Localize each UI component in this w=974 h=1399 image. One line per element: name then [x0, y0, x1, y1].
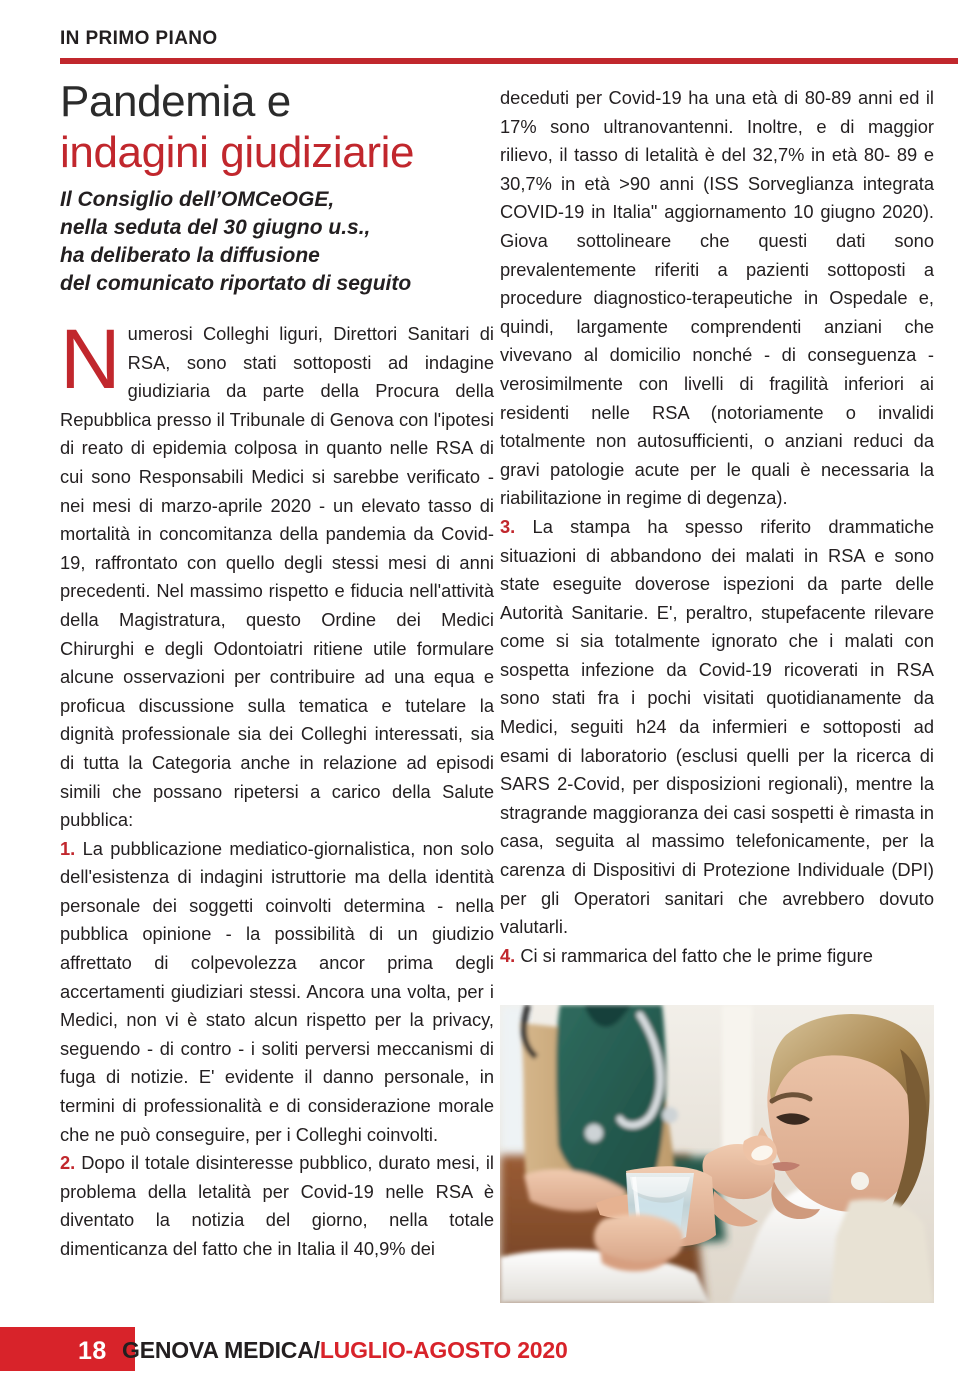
paragraph-intro-text: umerosi Colleghi liguri, Direttori Sanitari di RSA, sono stati sottoposti ad indagine giudiziaria da parte della Procura della Repubblica presso il Tribunale di Genova con l'ipotesi di reato di epidemia colposa in quanto nelle RSA di cui sono Responsabili Medici si sarebbe verificato - nei mesi di marzo-aprile 2020 - un elevato tasso di mortalità in concomitanza della pandemia da Covid-19, raffrontato con quello degli stessi mesi di anni precedenti. Nel massimo rispetto e fiducia nell'attività della Magistratura, questo Ordine dei Medici Chirurghi e degli Odontoiatri ritiene utile formulare alcune osservazioni per contribuire ad una equa e proficua discussione sulla tematica e tutelare la dignità professionale sia dei Colleghi interessati, sia di tutta la Categoria anche in relazione ad episodi simili che possano ripetersi a carico della Salute pubblica: — [60, 323, 494, 831]
standfirst-line-3: ha deliberato la diffusione — [60, 244, 320, 267]
paragraph-item-4 — [500, 942, 934, 971]
paragraph-item-2 — [60, 1149, 494, 1263]
page-number: 18 — [78, 1337, 107, 1365]
list-marker-1: 1. — [60, 837, 76, 859]
paragraph-item-1 — [60, 835, 494, 1150]
photo-illustration — [500, 1005, 934, 1303]
paragraph-item-4-text: Ci si rammarica del fatto che le prime figure — [515, 944, 873, 966]
page-title-line-2: indagini giudiziarie — [60, 128, 415, 177]
list-marker-2: 2. — [60, 1152, 76, 1174]
list-marker-3: 3. — [500, 515, 516, 537]
footer-page-block — [0, 1327, 135, 1371]
list-marker-4: 4. — [500, 944, 516, 966]
paragraph-intro — [60, 312, 494, 835]
standfirst — [60, 186, 490, 298]
footer-masthead-title: GENOVA MEDICA/ — [122, 1337, 320, 1363]
footer-issue-date: LUGLIO-AGOSTO 2020 — [319, 1337, 568, 1363]
drop-cap: N — [60, 312, 121, 406]
header-rule — [60, 58, 958, 64]
standfirst-line-2: nella seduta del 30 giugno u.s., — [60, 216, 371, 239]
article-photo — [500, 1005, 934, 1303]
paragraph-item-3-text: La stampa ha spesso riferito drammatiche situazioni di abbandono dei malati in RSA e sono state eseguite doverose ispezioni da parte delle Autorità Sanitarie. E', peraltro, stupefacente rilevare come si sia totalmente ignorato che i malati con sospetta infezione da Covid-19 ricoverati in RSA sono stati fra i pochi visitati quotidianamente da Medici, seguiti h24 da infermieri e sottoposti ad esami di laboratorio (esclusi quelli per la ricerca di SARS 2-Covid, per disposizioni regionali), mentre la stragrande maggioranza dei casi sospetti è rimasta in casa, seguita al massimo telefonicamente, per la carenza di Dispositivi di Protezione Individuale (DPI) per gli Operatori sanitari che avrebbero dovuto valutarli. — [500, 515, 934, 938]
body-column-right — [500, 84, 934, 970]
paragraph-item-2-text: Dopo il totale disinteresse pubblico, durato mesi, il problema della letalità per Covid-19 nelle RSA è diventato la notizia del giorno, nella totale dimenticanza del fatto che in Italia il 40,9% dei — [60, 1152, 494, 1259]
article-title — [60, 76, 490, 298]
footer-masthead — [122, 1337, 568, 1364]
standfirst-line-1: Il Consiglio dell’OMCeOGE, — [60, 188, 335, 211]
paragraph-item-1-text: La pubblicazione mediatico-giornalistica, non solo dell'esistenza di indagini istruttorie ma della identità personale dei soggetti coinvolti determina - nella pubblica opinione - la possibilità di un giudizio affrettato di colpevolezza ancor prima degli accertamenti giudiziari stessi. Ancora una volta, per i Medici, non vi è stato alcun rispetto per la privacy, seguendo - di contro - i soliti perversi meccanismi di fuga di notizie. E' evidente il danno personale, in termini di professionalità e di considerazione morale che ne può conseguire, per i Colleghi coinvolti. — [60, 837, 494, 1145]
standfirst-line-4: del comunicato riportato di seguito — [60, 272, 412, 295]
paragraph-continued: deceduti per Covid-19 ha una età di 80-89 anni ed il 17% sono ultranovantenni. Inoltre, e di maggior rilievo, il tasso di letalità è del 32,7% in età 80- 89 e 30,7% in età >90 anni (ISS Sorveglianza integrata COVID-19 in Italia" aggiornamento 10 giugno 2020). Giova sottolineare che questi dati sono prevalentemente riferiti a pazienti sottoposti a procedure diagnostico-terapeutiche in Ospedale e, quindi, largamente comprendenti anziani che vivevano al domicilio nonché - di conseguenza - verosimilmente con livelli di fragilità inferiori ai residenti nelle RSA (notoriamente o invalidi totalmente non autosufficienti, o anziani reduci da gravi patologie acute per le quali è necessaria la riabilitazione in regime di degenza). — [500, 87, 934, 509]
section-kicker: IN PRIMO PIANO — [60, 28, 218, 49]
page-title-line-1: Pandemia e — [60, 77, 291, 126]
paragraph-item-3 — [500, 513, 934, 942]
body-column-left — [60, 312, 494, 1264]
